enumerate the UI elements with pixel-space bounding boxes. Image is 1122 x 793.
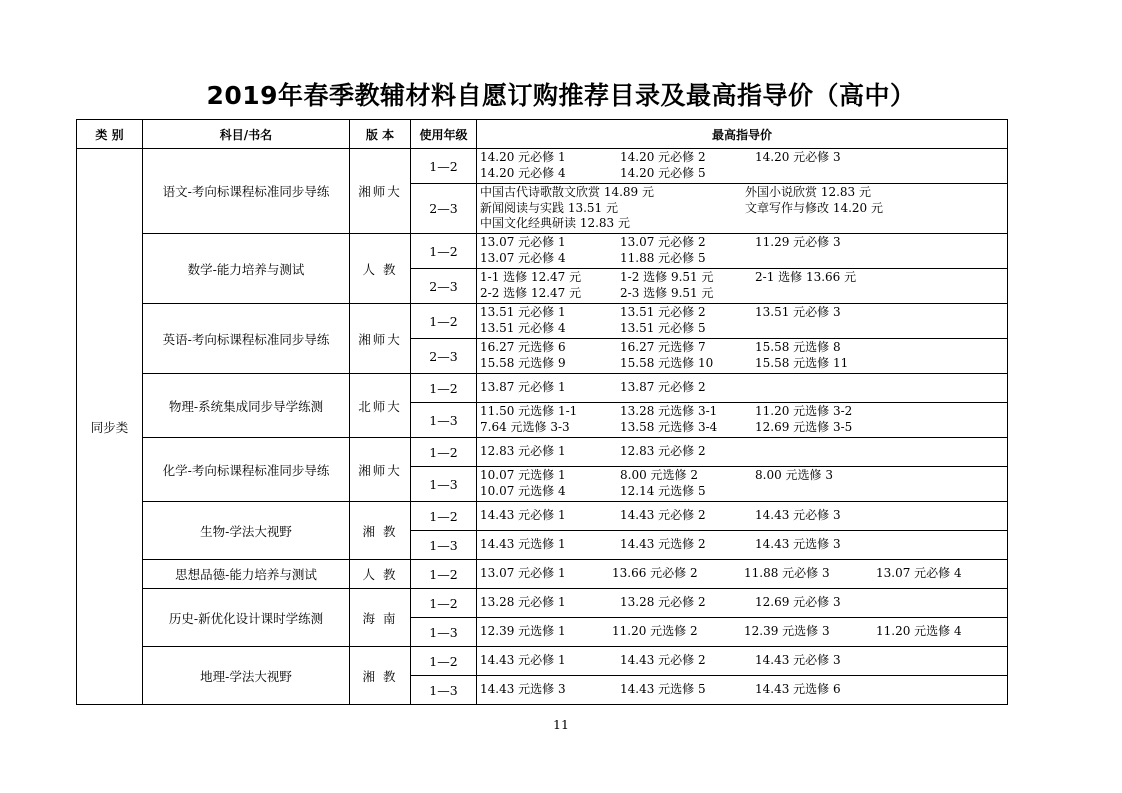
price-item: 14.43 元选修 5: [620, 682, 706, 697]
version-cell: 海 南: [350, 589, 411, 647]
table-body: [77, 149, 1008, 705]
grade-cell: 1—2: [411, 560, 477, 589]
price-item: 14.43 元必修 3: [755, 653, 841, 668]
price-item: 14.43 元选修 3: [480, 682, 566, 697]
price-item: 14.20 元必修 1: [480, 150, 566, 164]
book-name-cell: 地理-学法大视野: [143, 647, 350, 705]
grade-cell: 1—3: [411, 403, 477, 438]
header-category: 类 别: [77, 120, 143, 149]
price-item: 12.83 元必修 2: [620, 444, 706, 459]
price-line: [480, 321, 1004, 337]
grade-cell: 1—2: [411, 234, 477, 269]
price-line: [480, 185, 1004, 201]
grade-cell: 1—3: [411, 676, 477, 705]
price-cell: [477, 438, 1008, 467]
price-item: 13.66 元必修 2: [612, 566, 698, 581]
price-item: 13.51 元必修 1: [480, 305, 566, 319]
price-item: 中国古代诗歌散文欣赏 14.89 元: [480, 185, 654, 199]
category-cell: 同步类: [77, 149, 143, 705]
price-item: 新闻阅读与实践 13.51 元: [480, 200, 618, 215]
price-item: 14.43 元必修 1: [480, 653, 566, 668]
price-item: 13.28 元必修 2: [620, 595, 706, 610]
price-cell: [477, 184, 1008, 234]
price-line: [480, 380, 1004, 396]
table-row: [77, 438, 1008, 467]
price-line: [480, 420, 1004, 436]
grade-cell: 1—2: [411, 374, 477, 403]
version-cell: 北师大: [350, 374, 411, 438]
header-subject: 科目/书名: [143, 120, 350, 149]
table-row: [77, 589, 1008, 618]
price-item: 14.43 元必修 1: [480, 508, 566, 523]
price-item: 14.43 元必修 2: [620, 653, 706, 668]
price-item: 12.39 元选修 1: [480, 624, 566, 639]
price-item: 1-1 选修 12.47 元: [480, 270, 582, 284]
book-name-cell: 语文-考向标课程标准同步导练: [143, 149, 350, 234]
price-cell: [477, 374, 1008, 403]
price-cell: [477, 269, 1008, 304]
price-item: 14.20 元必修 2: [620, 150, 706, 164]
price-cell: [477, 403, 1008, 438]
book-name-cell: 生物-学法大视野: [143, 502, 350, 560]
price-cell: [477, 676, 1008, 705]
price-item: 中国文化经典研读 12.83 元: [480, 216, 630, 230]
price-item: 8.00 元选修 2: [620, 468, 698, 482]
price-line: [480, 566, 1004, 582]
table-row: [77, 234, 1008, 269]
price-line: [480, 216, 1004, 232]
grade-cell: 1—3: [411, 531, 477, 560]
version-cell: 湘师大: [350, 149, 411, 234]
table-row: [77, 304, 1008, 339]
price-item: 8.00 元选修 3: [755, 468, 833, 482]
grade-cell: 1—2: [411, 502, 477, 531]
grade-cell: 1—2: [411, 589, 477, 618]
grade-cell: 2—3: [411, 339, 477, 374]
grade-cell: 2—3: [411, 269, 477, 304]
price-item: 13.51 元必修 2: [620, 305, 706, 319]
price-line: [480, 166, 1004, 182]
price-item: 13.07 元必修 4: [480, 250, 566, 265]
price-item: 14.43 元选修 3: [755, 537, 841, 552]
price-item: 13.51 元必修 5: [620, 320, 706, 335]
price-item: 11.50 元选修 1-1: [480, 404, 578, 418]
grade-cell: 1—3: [411, 467, 477, 502]
price-item: 10.07 元选修 1: [480, 468, 566, 482]
header-version: 版 本: [350, 120, 411, 149]
header-grade: 使用年级: [411, 120, 477, 149]
price-item: 13.87 元必修 2: [620, 380, 706, 395]
table-row: [77, 560, 1008, 589]
price-item: 12.83 元必修 1: [480, 444, 566, 459]
price-item: 14.43 元选修 6: [755, 682, 841, 697]
price-item: 14.20 元必修 3: [755, 150, 841, 164]
price-item: 13.51 元必修 3: [755, 305, 841, 319]
grade-cell: 1—2: [411, 149, 477, 184]
price-line: [480, 235, 1004, 251]
price-cell: [477, 502, 1008, 531]
price-item: 14.20 元必修 4: [480, 165, 566, 180]
header-row: [77, 120, 1008, 149]
price-item: 文章写作与修改 14.20 元: [745, 200, 883, 215]
price-cell: [477, 647, 1008, 676]
price-cell: [477, 234, 1008, 269]
price-item: 11.20 元选修 4: [876, 624, 962, 639]
price-item: 11.88 元必修 5: [620, 250, 706, 265]
price-cell: [477, 531, 1008, 560]
grade-cell: 1—2: [411, 438, 477, 467]
price-line: [480, 595, 1004, 611]
price-item: 2-1 选修 13.66 元: [755, 270, 857, 284]
price-line: [480, 356, 1004, 372]
price-item: 2-2 选修 12.47 元: [480, 285, 582, 300]
version-cell: 湘师大: [350, 438, 411, 502]
price-line: [480, 537, 1004, 553]
price-cell: [477, 589, 1008, 618]
price-line: [480, 270, 1004, 286]
price-line: [480, 484, 1004, 500]
table-row: [77, 374, 1008, 403]
price-item: 15.58 元选修 11: [755, 355, 849, 370]
price-item: 14.20 元必修 5: [620, 165, 706, 180]
price-line: [480, 468, 1004, 484]
price-cell: [477, 339, 1008, 374]
price-item: 16.27 元选修 6: [480, 340, 566, 354]
price-item: 11.20 元选修 2: [612, 624, 698, 639]
price-item: 外国小说欣赏 12.83 元: [745, 185, 871, 199]
price-table: [76, 119, 1008, 705]
version-cell: 湘 教: [350, 502, 411, 560]
book-name-cell: 历史-新优化设计课时学练测: [143, 589, 350, 647]
price-line: [480, 508, 1004, 524]
price-line: [480, 653, 1004, 669]
price-cell: [477, 149, 1008, 184]
table-row: [77, 502, 1008, 531]
price-item: 13.28 元选修 3-1: [620, 404, 718, 418]
price-cell: [477, 467, 1008, 502]
book-name-cell: 物理-系统集成同步导学练测: [143, 374, 350, 438]
version-cell: 湘 教: [350, 647, 411, 705]
price-item: 10.07 元选修 4: [480, 483, 566, 498]
price-item: 15.58 元选修 10: [620, 355, 714, 370]
price-item: 15.58 元选修 8: [755, 340, 841, 354]
price-item: 13.87 元必修 1: [480, 380, 566, 395]
price-line: [480, 251, 1004, 267]
price-cell: [477, 618, 1008, 647]
table-row: [77, 149, 1008, 184]
price-item: 1-2 选修 9.51 元: [620, 270, 714, 284]
version-cell: 湘师大: [350, 304, 411, 374]
grade-cell: 1—2: [411, 304, 477, 339]
price-line: [480, 444, 1004, 460]
grade-cell: 1—2: [411, 647, 477, 676]
price-item: 11.88 元必修 3: [744, 566, 830, 581]
price-item: 13.07 元必修 1: [480, 566, 566, 581]
price-line: [480, 150, 1004, 166]
price-item: 13.07 元必修 2: [620, 235, 706, 249]
book-name-cell: 思想品德-能力培养与测试: [143, 560, 350, 589]
version-cell: 人 教: [350, 234, 411, 304]
price-item: 14.43 元必修 2: [620, 508, 706, 523]
price-item: 12.39 元选修 3: [744, 624, 830, 639]
grade-cell: 1—3: [411, 618, 477, 647]
table-row: [77, 647, 1008, 676]
price-item: 13.28 元必修 1: [480, 595, 566, 610]
price-item: 12.14 元选修 5: [620, 483, 706, 498]
document-title: 2019年春季教辅材料自愿订购推荐目录及最高指导价（高中）: [206, 81, 916, 110]
header-price: 最高指导价: [477, 120, 1008, 149]
price-item: 13.58 元选修 3-4: [620, 419, 718, 434]
price-item: 12.69 元必修 3: [755, 595, 841, 610]
price-item: 12.69 元选修 3-5: [755, 419, 853, 434]
price-item: 13.51 元必修 4: [480, 320, 566, 335]
page-number: 11: [553, 717, 569, 732]
grade-cell: 2—3: [411, 184, 477, 234]
book-name-cell: 英语-考向标课程标准同步导练: [143, 304, 350, 374]
price-item: 13.07 元必修 4: [876, 566, 962, 581]
price-item: 14.43 元选修 1: [480, 537, 566, 552]
price-item: 11.20 元选修 3-2: [755, 404, 853, 418]
price-item: 14.43 元选修 2: [620, 537, 706, 552]
price-cell: [477, 304, 1008, 339]
version-cell: 人 教: [350, 560, 411, 589]
price-item: 2-3 选修 9.51 元: [620, 285, 714, 300]
price-line: [480, 404, 1004, 420]
price-line: [480, 286, 1004, 302]
price-cell: [477, 560, 1008, 589]
book-name-cell: 数学-能力培养与测试: [143, 234, 350, 304]
price-item: 11.29 元必修 3: [755, 235, 841, 249]
price-item: 15.58 元选修 9: [480, 355, 566, 370]
price-item: 13.07 元必修 1: [480, 235, 566, 249]
price-item: 14.43 元必修 3: [755, 508, 841, 523]
price-line: [480, 305, 1004, 321]
price-line: [480, 201, 1004, 217]
price-item: 7.64 元选修 3-3: [480, 419, 570, 434]
price-line: [480, 340, 1004, 356]
price-line: [480, 682, 1004, 698]
price-line: [480, 624, 1004, 640]
price-item: 16.27 元选修 7: [620, 340, 706, 354]
book-name-cell: 化学-考向标课程标准同步导练: [143, 438, 350, 502]
